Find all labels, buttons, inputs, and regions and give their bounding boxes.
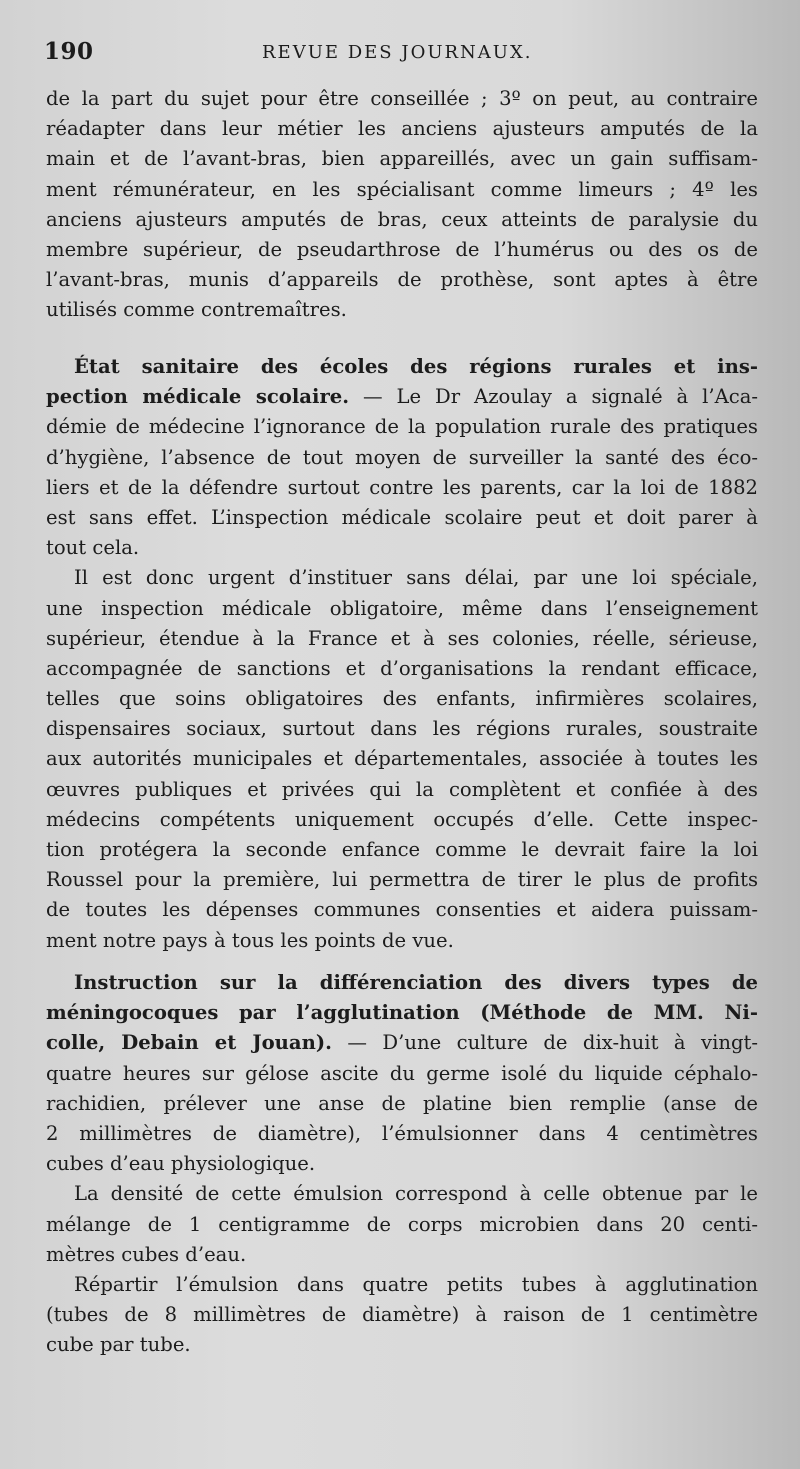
text-line: Il est donc urgent d’instituer sans délai, par une loi spéciale, <box>74 566 758 590</box>
text-run: — Le Dr Azoulay a signalé à l’Aca- <box>349 385 758 409</box>
text-line: anciens ajusteurs amputés de bras, ceux atteints de paralysie du <box>46 207 758 231</box>
text-line: est sans effet. L’inspection médicale scolaire peut et doit parer à <box>46 505 758 529</box>
text-line: cube par tube. <box>46 1333 191 1357</box>
text-line: une inspection médicale obligatoire, même dans l’enseignement <box>46 596 758 620</box>
section-heading: État sanitaire des écoles des régions rurales et ins- <box>74 355 758 378</box>
section-heading-bold: colle, Debain et Jouan). <box>46 1031 332 1055</box>
text-line: liers et de la défendre surtout contre les parents, car la loi de 1882 <box>46 475 758 499</box>
text-line: 2 millimètres de diamètre), l’émulsionner dans 4 centimètres <box>46 1121 758 1145</box>
text-line: tion protégera la seconde enfance comme le devrait faire la loi <box>46 838 758 861</box>
text-line: aux autorités municipales et départementales, associée à toutes les <box>46 747 758 771</box>
text-line: membre supérieur, de pseudarthrose de l’humérus ou des os de <box>46 237 758 261</box>
text-line: (tubes de 8 millimètres de diamètre) à raison de 1 centimètre <box>46 1303 758 1327</box>
text-line: mètres cubes d’eau. <box>46 1242 247 1266</box>
text-line: telles que soins obligatoires des enfants, infirmières scolaires, <box>46 687 758 711</box>
text-line: cubes d’eau physiologique. <box>46 1152 316 1176</box>
text-line: d’hygiène, l’absence de tout moyen de surveiller la santé des éco- <box>46 445 758 469</box>
page-header <box>44 38 744 68</box>
text-line: de toutes les dépenses communes consenties et aidera puissam- <box>46 898 758 922</box>
text-line: Répartir l’émulsion dans quatre petits tubes à agglutination <box>74 1272 758 1296</box>
text-line: dispensaires sociaux, surtout dans les régions rurales, soustraite <box>46 717 758 741</box>
text-line: démie de médecine l’ignorance de la population rurale des pratiques <box>46 415 758 439</box>
text-line: supérieur, étendue à la France et à ses colonies, réelle, sérieuse, <box>46 626 758 650</box>
text-line: mélange de 1 centigramme de corps microbien dans 20 centi- <box>46 1212 758 1236</box>
section-heading-line <box>46 1028 758 1058</box>
text-line: quatre heures sur gélose ascite du germe isolé du liquide céphalo- <box>46 1061 758 1085</box>
section-heading: Instruction sur la différenciation des divers types de <box>74 971 758 994</box>
text-line: ment notre pays à tous les points de vue. <box>46 928 454 952</box>
text-line: réadapter dans leur métier les anciens ajusteurs amputés de la <box>46 117 758 141</box>
text-line: médecins compétents uniquement occupés d’elle. Cette inspec- <box>46 807 758 831</box>
section-instruction-meningocoques <box>46 968 758 1360</box>
text-line: tout cela. <box>46 536 140 560</box>
text-line: ment rémunérateur, en les spécialisant comme limeurs ; 4º les <box>46 177 758 201</box>
text-line: œuvres publiques et privées qui la complètent et confiée à des <box>46 777 758 801</box>
text-line: l’avant-bras, munis d’appareils de prothèse, sont aptes à être <box>46 268 758 292</box>
continuation-paragraph <box>46 84 758 326</box>
section-heading-bold: pection médicale scolaire. <box>46 385 350 409</box>
text-line: La densité de cette émulsion correspond à celle obtenue par le <box>74 1182 758 1206</box>
text-run: — D’une culture de dix-huit à vingt- <box>331 1031 758 1055</box>
section-etat-sanitaire <box>46 352 758 956</box>
page-number: 190 <box>44 38 94 65</box>
text-line: main et de l’avant-bras, bien appareillés, avec un gain suffisam- <box>46 147 758 171</box>
running-title: REVUE DES JOURNAUX. <box>262 42 533 63</box>
text-line: utilisés comme contremaîtres. <box>46 298 347 322</box>
section-heading: méningocoques par l’agglutination (Méthode de MM. Ni- <box>46 1001 758 1025</box>
text-line: rachidien, prélever une anse de platine bien remplie (anse de <box>46 1091 758 1115</box>
text-line: de la part du sujet pour être conseillée ; 3º on peut, au contraire <box>46 87 758 110</box>
text-line: accompagnée de sanctions et d’organisations la rendant efficace, <box>46 656 758 680</box>
section-heading-line <box>46 382 758 412</box>
text-line: Roussel pour la première, lui permettra de tirer le plus de profits <box>46 868 758 892</box>
